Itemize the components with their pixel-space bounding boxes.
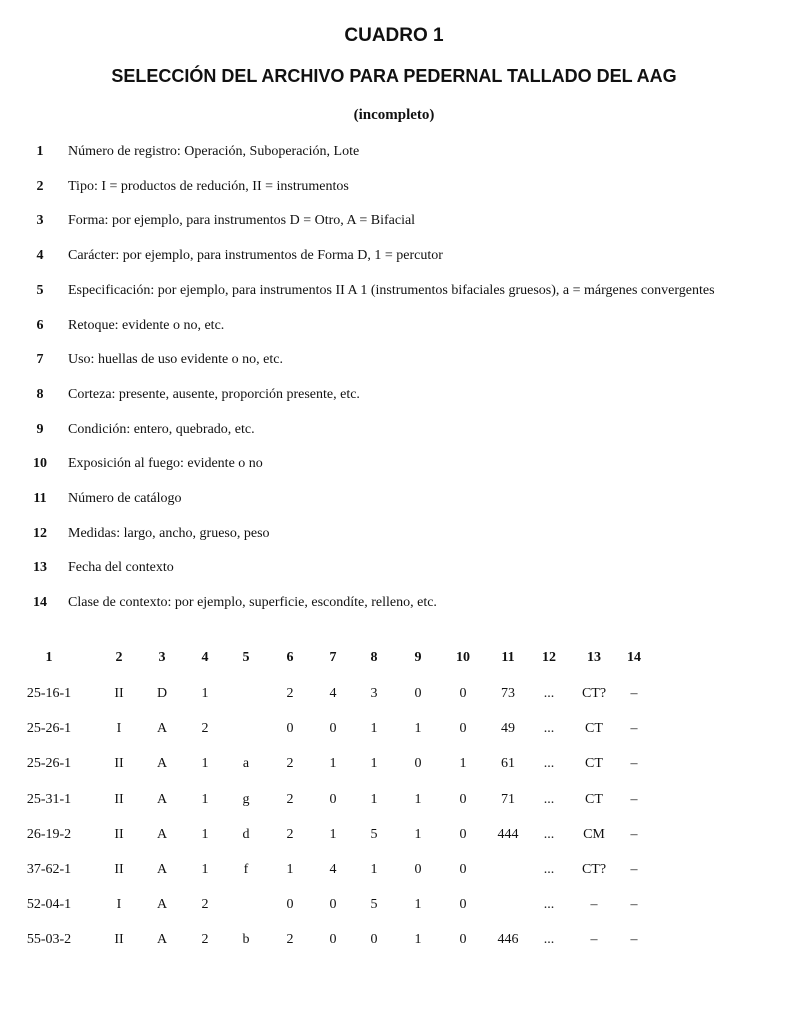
legend-number: 3 — [36, 213, 44, 229]
table-cell: 1 — [370, 791, 378, 807]
table-cell: 49 — [501, 721, 515, 737]
table-cell: A — [156, 826, 168, 842]
table-cell: CT? — [581, 686, 607, 701]
table-cell: II — [114, 826, 124, 842]
page-note: (incompleto) — [353, 107, 435, 123]
table-cell: 2 — [286, 791, 294, 807]
table-cell: ... — [543, 791, 555, 807]
table-cell: 0 — [459, 932, 467, 948]
table-cell: – — [630, 721, 638, 737]
legend-number: 1 — [36, 144, 44, 159]
legend-text: Fecha del contexto — [68, 560, 174, 576]
table-cell: II — [114, 756, 124, 772]
table-cell: 2 — [201, 932, 209, 948]
table-cell: 1 — [414, 932, 422, 948]
legend-number: 11 — [33, 491, 47, 506]
table-cell: 4 — [329, 686, 337, 701]
legend-number: 4 — [36, 248, 44, 264]
table-header-cell: 14 — [627, 650, 641, 665]
table-cell: D — [156, 686, 168, 701]
legend-text: Tipo: I = productos de redución, II = instrumentos — [68, 178, 349, 194]
table-cell: 1 — [201, 756, 209, 772]
table-cell: 3 — [370, 686, 378, 701]
legend-text: Exposición al fuego: evidente o no — [68, 456, 263, 472]
table-cell: ... — [543, 686, 555, 701]
table-cell: A — [156, 756, 168, 772]
table-cell: 1 — [414, 897, 422, 913]
legend-number: 9 — [36, 421, 44, 437]
table-cell: – — [630, 826, 638, 842]
table-cell: ... — [543, 932, 555, 948]
table-cell: 1 — [201, 826, 209, 842]
table-cell: CT — [585, 791, 603, 807]
table-cell: 0 — [414, 686, 422, 701]
legend-text: Condición: entero, quebrado, etc. — [68, 421, 255, 437]
table-cell: 0 — [286, 897, 294, 913]
table-cell: 1 — [201, 686, 209, 701]
legend-number: 2 — [36, 178, 44, 194]
table-header-cell: 9 — [414, 650, 422, 665]
table-cell: 1 — [286, 862, 294, 877]
table-cell: 1 — [414, 791, 422, 807]
table-cell: 37-62-1 — [26, 862, 72, 877]
table-cell: 5 — [370, 897, 378, 913]
table-cell: 25-26-1 — [26, 721, 72, 737]
page-subtitle: SELECCIÓN DEL ARCHIVO PARA PEDERNAL TALLADO DEL AAG — [111, 66, 677, 86]
legend-number: 14 — [33, 595, 47, 611]
table-cell: 0 — [329, 932, 337, 948]
table-cell: – — [590, 897, 598, 913]
table-cell: ... — [543, 826, 555, 842]
legend-number: 13 — [33, 560, 47, 576]
table-cell: 1 — [329, 826, 337, 842]
table-cell: A — [156, 932, 168, 948]
table-cell: 0 — [459, 862, 467, 877]
table-cell: CT — [585, 721, 603, 737]
legend-number: 10 — [33, 456, 47, 472]
table-cell: 0 — [459, 826, 467, 842]
table-cell: II — [114, 686, 124, 701]
page-title: CUADRO 1 — [344, 25, 444, 46]
table-header-cell: 11 — [501, 650, 515, 665]
legend-text: Clase de contexto: por ejemplo, superficie, escondíte, relleno, etc. — [68, 595, 437, 611]
legend-number: 7 — [36, 352, 44, 368]
table-cell: 0 — [459, 686, 467, 701]
table-cell: – — [590, 932, 598, 948]
table-cell: 0 — [329, 897, 337, 913]
legend-text: Retoque: evidente o no, etc. — [68, 317, 225, 333]
table-cell: 1 — [201, 862, 209, 877]
legend-text: Corteza: presente, ausente, proporción presente, etc. — [68, 386, 360, 402]
legend-number: 6 — [36, 317, 44, 333]
table-cell: 0 — [286, 721, 294, 737]
table-header-cell: 2 — [115, 650, 123, 665]
table-header-cell: 5 — [242, 650, 250, 665]
table-cell: 2 — [201, 721, 209, 737]
table-cell: A — [156, 791, 168, 807]
table-cell: 1 — [414, 826, 422, 842]
legend-number: 12 — [33, 525, 47, 541]
table-cell: b — [242, 932, 250, 948]
table-cell: 73 — [501, 686, 515, 701]
table-cell: a — [242, 756, 250, 772]
table-cell: 25-31-1 — [26, 791, 72, 807]
table-cell: 5 — [370, 826, 378, 842]
table-cell: 52-04-1 — [26, 897, 72, 913]
table-cell: 0 — [370, 932, 378, 948]
table-cell: 25-26-1 — [26, 756, 72, 772]
table-cell: 4 — [329, 862, 337, 877]
table-cell: 1 — [370, 721, 378, 737]
legend-text: Medidas: largo, ancho, grueso, peso — [68, 525, 270, 541]
table-header-cell: 13 — [587, 650, 601, 665]
table-cell: 0 — [459, 897, 467, 913]
table-cell: CM — [583, 826, 605, 842]
table-cell: 0 — [414, 862, 422, 877]
table-cell: – — [630, 756, 638, 772]
table-cell: CT? — [581, 862, 607, 877]
table-cell: I — [116, 721, 122, 737]
table-cell: g — [242, 791, 250, 807]
table-cell: 0 — [329, 791, 337, 807]
table-cell: 2 — [286, 756, 294, 772]
table-cell: ... — [543, 862, 555, 877]
table-header-cell: 7 — [329, 650, 337, 665]
table-cell: 0 — [414, 756, 422, 772]
table-cell: 25-16-1 — [26, 686, 72, 701]
table-cell: ... — [543, 721, 555, 737]
table-cell: 1 — [370, 862, 378, 877]
legend-text: Uso: huellas de uso evidente o no, etc. — [68, 352, 284, 368]
table-cell: 1 — [370, 756, 378, 772]
legend-text: Especificación: por ejemplo, para instrumentos II A 1 (instrumentos bifaciales gruesos), a = márgenes convergentes — [68, 282, 715, 298]
table-header-cell: 12 — [542, 650, 556, 665]
table-header-cell: 3 — [158, 650, 166, 665]
table-cell: I — [116, 897, 122, 913]
table-header-cell: 8 — [370, 650, 378, 665]
table-cell: 1 — [459, 756, 467, 772]
legend-text: Número de catálogo — [68, 491, 182, 506]
table-cell: A — [156, 897, 168, 913]
legend-number: 8 — [36, 386, 44, 402]
table-cell: – — [630, 897, 638, 913]
table-cell: f — [243, 862, 249, 877]
legend-text: Número de registro: Operación, Suboperación, Lote — [68, 144, 360, 159]
table-cell: 2 — [201, 897, 209, 913]
table-cell: 61 — [501, 756, 515, 772]
table-cell: 444 — [497, 826, 519, 842]
table-cell: 446 — [497, 932, 519, 948]
table-cell: 1 — [201, 791, 209, 807]
table-cell: – — [630, 791, 638, 807]
table-header-cell: 1 — [45, 650, 53, 665]
table-header-cell: 6 — [286, 650, 294, 665]
table-cell: A — [156, 721, 168, 737]
table-cell: – — [630, 862, 638, 877]
table-cell: 1 — [329, 756, 337, 772]
table-cell: – — [630, 686, 638, 701]
table-cell: 71 — [501, 791, 515, 807]
table-header-cell: 4 — [201, 650, 209, 665]
table-cell: 0 — [459, 721, 467, 737]
table-cell: 0 — [459, 791, 467, 807]
table-header-cell: 10 — [456, 650, 470, 665]
table-cell: 2 — [286, 932, 294, 948]
table-cell: d — [242, 826, 250, 842]
table-cell: II — [114, 791, 124, 807]
table-cell: ... — [543, 897, 555, 913]
legend-text: Forma: por ejemplo, para instrumentos D = Otro, A = Bifacial — [68, 213, 416, 229]
table-cell: A — [156, 862, 168, 877]
table-cell: 2 — [286, 686, 294, 701]
legend-text: Carácter: por ejemplo, para instrumentos de Forma D, 1 = percutor — [68, 248, 443, 264]
table-cell: 1 — [414, 721, 422, 737]
table-cell: II — [114, 932, 124, 948]
table-cell: CT — [585, 756, 603, 772]
table-cell: 26-19-2 — [26, 826, 72, 842]
legend-number: 5 — [36, 282, 44, 298]
table-cell: 2 — [286, 826, 294, 842]
table-cell: II — [114, 862, 124, 877]
table-cell: 55-03-2 — [26, 932, 72, 948]
table-cell: – — [630, 932, 638, 948]
table-cell: 0 — [329, 721, 337, 737]
table-cell: ... — [543, 756, 555, 772]
